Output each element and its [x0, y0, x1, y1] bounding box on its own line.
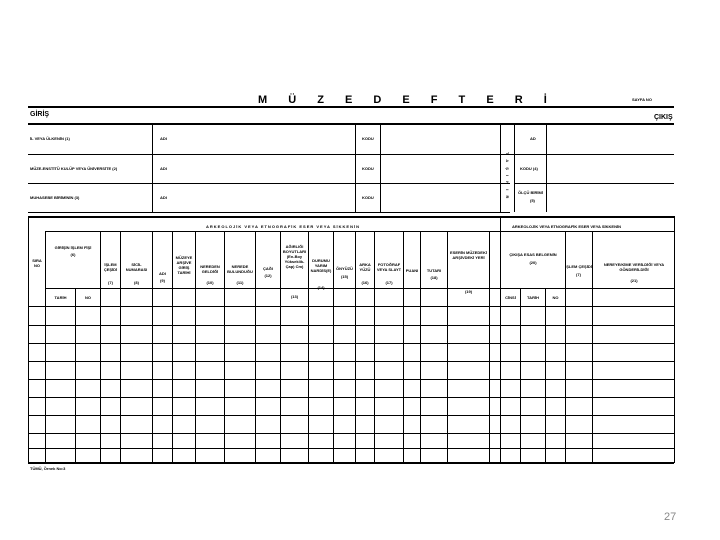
- table-row: [28, 361, 674, 362]
- col-header-islem-cesidi: İŞLEM ÇEŞİDİ: [103, 262, 118, 272]
- section-border: [28, 123, 674, 125]
- table-row: [28, 379, 674, 380]
- col-header-fotograf: FOTOĞRAF VEYA SLAYT: [376, 262, 402, 272]
- row-divider: [28, 212, 510, 213]
- col-header-eserin-no: (19): [464, 289, 473, 294]
- col-header-agirligi-no: (13): [290, 294, 299, 299]
- col-header-cikis-islem: ÇIKIŞA ESAS BELGENİN: [509, 252, 557, 257]
- col-header-cagi-no: (12): [264, 273, 272, 278]
- table-row: [28, 415, 674, 416]
- column-line: [28, 216, 29, 463]
- subheader-tarih-2: TARİH: [527, 295, 539, 300]
- column-line: [75, 288, 76, 463]
- col-header-arka-yuzu-no: (16): [361, 280, 369, 285]
- col-divider: [500, 123, 501, 212]
- document-title: M Ü Z E D E F T E R İ: [258, 94, 556, 106]
- col-header-agirligi: AĞIRLIĞI BOYUTLARI (En-Boy Yükseklik-Çap) Cm): [282, 244, 307, 269]
- exit-name-label: AD: [530, 136, 536, 141]
- left-group-header: ARKEOLOJİK VEYA ETNOGRAFİK ESER VEYA SİKKENİN: [206, 224, 360, 229]
- table-row: [28, 397, 674, 398]
- col-header-onyuzu: ÖNYÜZÜ: [336, 266, 353, 271]
- vertical-label: T A Ş I N I R: [505, 152, 510, 201]
- footer-note: TÜMÜ, Örnek No:3: [30, 466, 66, 471]
- column-line: [447, 231, 448, 463]
- table-row: [28, 325, 674, 326]
- col-header-giris-islem-no: (6): [70, 252, 76, 257]
- column-line: [545, 288, 546, 463]
- exit-label: ÇIKIŞ: [654, 114, 673, 121]
- col-header-tutari: TUTARI: [426, 268, 442, 273]
- column-line: [420, 231, 421, 463]
- table-row: [28, 433, 674, 434]
- col-divider: [355, 123, 356, 212]
- col-header-islem-cesidi-no: (7): [108, 280, 113, 285]
- subheader-no-2: NO: [552, 295, 559, 300]
- right-group-header: ARKEOLOJİK VEYA ETNOGRAFİK ESER VEYA SİKKENİN: [512, 224, 621, 229]
- col-header-nerede-no: (11): [236, 280, 244, 285]
- column-line: [403, 231, 404, 463]
- col-header-islem-cesidi-2-no: (7): [576, 272, 581, 277]
- col-header-nereden-no: (10): [206, 280, 214, 285]
- col-header-sicil-no: (8): [134, 280, 139, 285]
- col-header-arka-yuzu: ARKA YÜZÜ: [359, 262, 371, 272]
- subheader-tarih: TARİH: [54, 295, 67, 300]
- col-header-onyuzu-no: (15): [340, 274, 349, 279]
- subheader-line: [45, 288, 674, 289]
- col-header-nerede: NEREDE BULUNDUĞU: [227, 264, 253, 274]
- column-line: [520, 288, 521, 463]
- top-border: [28, 106, 674, 108]
- column-line: [592, 231, 593, 463]
- column-line: [152, 231, 153, 463]
- col-header-durumu: DURUMU YARIM NARDİS(E): [310, 258, 332, 273]
- subheader-cinsi: CİNSİ: [505, 295, 516, 300]
- entry-row-code-label: KODU: [362, 166, 374, 171]
- page-label: SAYFA NO: [632, 97, 652, 102]
- col-header-nereye-no: (21): [630, 278, 638, 283]
- col-divider: [514, 123, 515, 212]
- table-row: [28, 448, 674, 449]
- col-header-cikis-islem-no: (20): [529, 260, 537, 265]
- col-header-islem-cesidi-2: İŞLEM ÇEŞİDİ: [565, 264, 592, 269]
- col-header-adi-no: (9): [160, 278, 165, 283]
- entry-row-name-label: ADI: [160, 166, 167, 171]
- col-header-durumu-no: (14): [317, 285, 325, 290]
- col-header-giris-islem: GİRİŞİN İŞLEM FİŞİ: [54, 245, 92, 250]
- exit-unit-label: ÖLÇÜ BİRİMİ: [518, 190, 543, 195]
- col-header-nereye: NEREYE/KİME VERİLDİĞİ VEYA GÖNDERİLDİĞİ: [603, 262, 665, 272]
- col-header-puani: PUANI: [405, 268, 419, 273]
- col-header-eserin: ESERİN MÜZEDEKİ ARŞİVDEKİ YERİ: [450, 250, 487, 260]
- col-divider: [380, 123, 381, 212]
- col-header-cagi: ÇAĞI: [263, 266, 273, 271]
- row-divider: [514, 183, 674, 184]
- table-top-border: [28, 216, 674, 218]
- entry-row-label: MÜZE-ENSTİTÜ KULÜP VEYA ÜNİVERSİTE (2): [30, 166, 118, 171]
- col-header-fotograf-no: (17): [385, 280, 393, 285]
- row-divider: [28, 154, 674, 155]
- row-divider: [28, 183, 510, 184]
- entry-row-label: MUHASEBE BİRİMİNİN (3): [30, 195, 80, 200]
- column-line: [489, 231, 490, 463]
- col-divider: [152, 123, 153, 212]
- column-line: [674, 216, 675, 463]
- exit-code-label: KODU (4): [520, 166, 538, 171]
- page-number: 27: [664, 511, 677, 523]
- table-row: [28, 343, 674, 344]
- col-header-muze-arsiv: MÜZEYE ARŞİVE GİRİŞ TARİHİ: [175, 255, 193, 275]
- exit-unit-no: (5): [530, 198, 535, 203]
- col-header-sicil: SİCİL NUMARASI: [125, 262, 148, 272]
- col-header-tutari-no: (18): [430, 275, 438, 280]
- group-header-line: [45, 231, 674, 232]
- entry-row-label: İL VEYA ÜLKENİN (1): [30, 136, 70, 141]
- header-bottom-line: [28, 306, 674, 307]
- col-header-nereden: NEREDEN GELDİĞİ: [200, 264, 220, 274]
- subheader-no: NO: [85, 295, 91, 300]
- entry-label: GİRİŞ: [30, 111, 50, 118]
- col-header-sira-no: SIRA NO: [32, 258, 42, 268]
- col-divider: [546, 123, 547, 212]
- entry-row-code-label: KODU: [362, 195, 374, 200]
- entry-row-name-label: ADI: [160, 136, 167, 141]
- entry-row-code-label: KODU: [362, 136, 374, 141]
- entry-row-name-label: ADI: [160, 195, 167, 200]
- column-line: [45, 231, 46, 463]
- col-header-adi: ADI: [159, 271, 166, 276]
- table-bottom-border: [28, 462, 674, 464]
